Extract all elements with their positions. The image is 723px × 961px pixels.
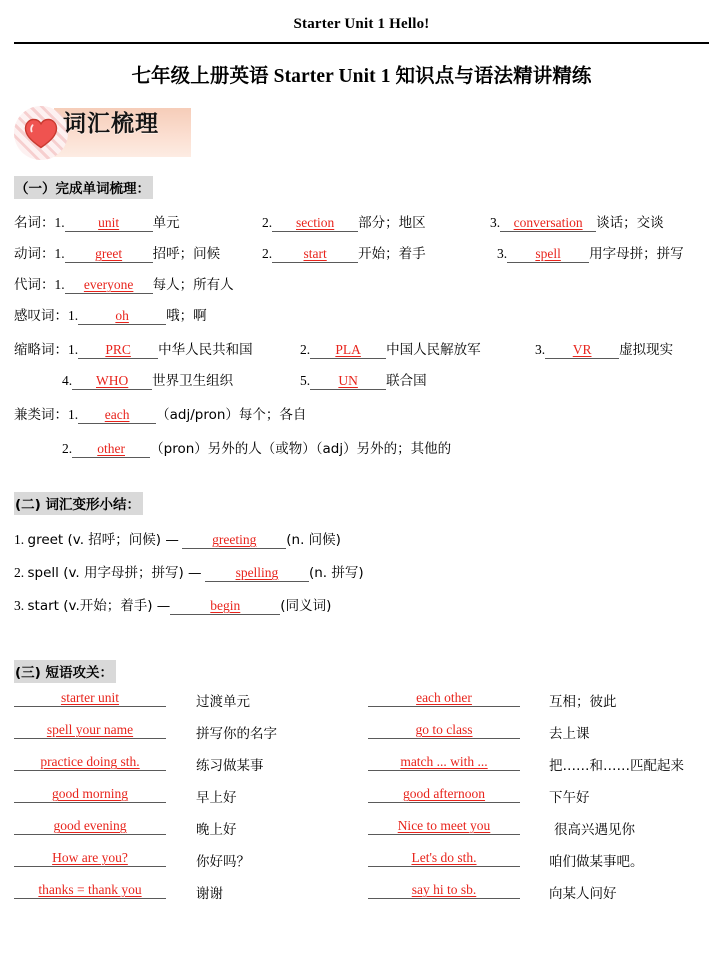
derivation-number: 3. [14, 598, 25, 613]
phrase-blank[interactable]: How are you? [14, 850, 166, 867]
entry-meaning: 部分；地区 [358, 215, 426, 231]
phrase-meaning: 早上好 [196, 790, 237, 806]
word-group-label: 兼类词： [14, 407, 68, 423]
entry-meaning: 哦；啊 [166, 308, 207, 324]
phrase-blank[interactable]: good afternoon [368, 786, 520, 803]
phrase-meaning: 练习做某事 [196, 758, 264, 774]
entry-number: 3. [497, 246, 508, 261]
phrase-blank[interactable]: match ... with ... [368, 754, 520, 771]
phrase-blank[interactable]: thanks = thank you [14, 882, 166, 899]
phrase-blank[interactable]: practice doing sth. [14, 754, 166, 771]
entry-number: 2. [300, 342, 311, 357]
word-row-multiclass-1 [14, 403, 306, 424]
answer-blank[interactable]: VR [545, 342, 619, 359]
answer-blank[interactable]: UN [310, 373, 386, 390]
phrase-meaning: 晚上好 [196, 822, 237, 838]
phrase-blank[interactable]: good evening [14, 818, 166, 835]
section-1-heading: （一）完成单词梳理： [14, 176, 153, 199]
phrase-meaning: 你好吗？ [196, 854, 250, 870]
running-head: Starter Unit 1 Hello! [293, 16, 430, 32]
entry-number: 1. [54, 277, 65, 292]
section-3-heading: (三) 短语攻关： [14, 660, 116, 683]
word-row-abbrev-1 [14, 338, 253, 359]
entry-number: 1. [54, 215, 65, 230]
word-row-multiclass-2 [62, 437, 451, 458]
entry-meaning: 虚拟现实 [619, 342, 674, 358]
word-group-label: 代词： [14, 277, 55, 293]
entry-meaning: 单元 [152, 215, 180, 231]
answer-blank[interactable]: WHO [72, 373, 152, 390]
derivation-base: spell (v. 用字母拼；拼写) — [27, 565, 202, 581]
phrase-meaning: 过渡单元 [196, 694, 250, 710]
answer-blank[interactable]: start [272, 246, 358, 263]
word-row-verb-3 [497, 242, 684, 263]
answer-blank[interactable]: spelling [205, 565, 309, 582]
phrase-meaning: 谢谢 [196, 886, 223, 902]
derivation-base: greet (v. 招呼；问候) — [27, 532, 179, 548]
answer-blank[interactable]: PLA [310, 342, 386, 359]
answer-blank[interactable]: spell [507, 246, 589, 263]
entry-meaning: 中国人民解放军 [386, 342, 481, 358]
phrase-meaning: 下午好 [549, 790, 590, 806]
phrase-blank[interactable]: Nice to meet you [368, 818, 520, 835]
answer-blank[interactable]: greet [65, 246, 153, 263]
derivation-tail: (同义词) [280, 598, 332, 614]
word-row-abbrev-5 [300, 369, 427, 390]
derivation-number: 1. [14, 532, 25, 547]
phrase-meaning: 咱们做某事吧。 [549, 854, 644, 870]
answer-blank[interactable]: section [272, 215, 358, 232]
section-2-heading: (二) 词汇变形小结： [14, 492, 143, 515]
entry-number: 5. [300, 373, 311, 388]
entry-number: 2. [262, 246, 273, 261]
answer-blank[interactable]: unit [65, 215, 153, 232]
phrase-meaning: 去上课 [549, 726, 590, 742]
derivation-tail: (n. 拼写) [308, 565, 364, 581]
entry-number: 1. [68, 407, 79, 422]
word-row-noun-1 [14, 211, 180, 232]
entry-number: 2. [262, 215, 273, 230]
phrase-blank[interactable]: say hi to sb. [368, 882, 520, 899]
entry-meaning: 联合国 [386, 373, 427, 389]
derivation-tail: (n. 问候) [286, 532, 341, 548]
word-group-label: 动词： [14, 246, 55, 262]
word-group-label: 名词： [14, 215, 55, 231]
word-row-verb-1 [14, 242, 220, 263]
entry-meaning: （pron）另外的人（或物）（adj）另外的；其他的 [150, 441, 452, 457]
word-group-label: 感叹词： [14, 308, 68, 324]
word-row-noun-3 [490, 211, 664, 232]
answer-blank[interactable]: greeting [182, 532, 286, 549]
word-row-interjection-1 [14, 304, 207, 325]
entry-number: 4. [62, 373, 73, 388]
entry-number: 2. [62, 441, 73, 456]
answer-blank[interactable]: PRC [78, 342, 158, 359]
answer-blank[interactable]: each [78, 407, 156, 424]
entry-meaning: 招呼；问候 [152, 246, 221, 262]
phrase-blank[interactable]: go to class [368, 722, 520, 739]
phrase-blank[interactable]: starter unit [14, 690, 166, 707]
entry-meaning: 世界卫生组织 [152, 373, 234, 389]
entry-number: 1. [68, 342, 79, 357]
phrase-blank[interactable]: good morning [14, 786, 166, 803]
word-row-verb-2 [262, 242, 426, 263]
word-row-abbrev-3 [535, 338, 673, 359]
entry-number: 1. [54, 246, 65, 261]
answer-blank[interactable]: other [72, 441, 150, 458]
entry-number: 1. [68, 308, 79, 323]
entry-meaning: 谈话；交谈 [596, 215, 664, 231]
heart-icon [14, 106, 68, 160]
answer-blank[interactable]: conversation [500, 215, 596, 232]
phrase-meaning: 拼写你的名字 [196, 726, 277, 742]
vocab-banner-label: 词汇梳理 [63, 111, 159, 137]
word-group-label: 缩略词： [14, 342, 68, 358]
phrase-meaning: 很高兴遇见你 [554, 822, 635, 838]
phrase-blank[interactable]: spell your name [14, 722, 166, 739]
entry-meaning: 开始；着手 [358, 246, 426, 262]
phrase-meaning: 互相；彼此 [549, 694, 617, 710]
derivation-row-2 [14, 561, 364, 582]
answer-blank[interactable]: oh [78, 308, 166, 325]
derivation-row-3 [14, 594, 331, 615]
entry-meaning: 中华人民共和国 [158, 342, 253, 358]
word-row-abbrev-2 [300, 338, 481, 359]
derivation-row-1 [14, 528, 341, 549]
entry-meaning: （adj/pron）每个；各自 [156, 407, 307, 423]
page-title: 七年级上册英语 Starter Unit 1 知识点与语法精讲精练 [131, 66, 592, 87]
phrase-blank[interactable]: Let's do sth. [368, 850, 520, 867]
word-row-pronoun-1 [14, 273, 234, 294]
phrase-meaning: 向某人问好 [549, 886, 617, 902]
entry-number: 3. [535, 342, 546, 357]
answer-blank[interactable]: everyone [65, 277, 153, 294]
header-divider [14, 42, 709, 44]
answer-blank[interactable]: begin [170, 598, 280, 615]
derivation-number: 2. [14, 565, 25, 580]
word-row-abbrev-4 [62, 369, 233, 390]
entry-meaning: 每人；所有人 [152, 277, 234, 293]
phrase-blank[interactable]: each other [368, 690, 520, 707]
entry-number: 3. [490, 215, 501, 230]
entry-meaning: 用字母拼；拼写 [589, 246, 684, 262]
word-row-noun-2 [262, 211, 426, 232]
phrase-meaning: 把……和……匹配起来 [549, 758, 684, 774]
derivation-base: start (v.开始；着手) — [27, 598, 171, 614]
